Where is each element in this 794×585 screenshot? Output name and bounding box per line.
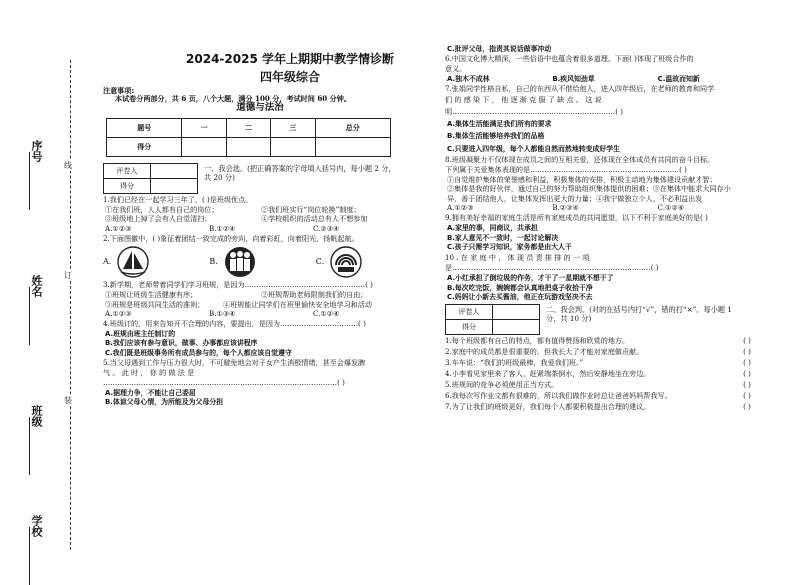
score-cell[interactable] bbox=[182, 138, 226, 157]
people-emblem-icon bbox=[222, 245, 258, 279]
part1-heading: 一、我会选。(把正确答案的字母填入括号内，每小题 2 分， bbox=[204, 164, 396, 174]
q8-opt-line1: ①自觉维护集体的荣誉感和利益，积极集体的安排，积极主动地为集体建设贡献才智； bbox=[447, 174, 717, 184]
q6-choice-b[interactable]: B.疾风知劲草 bbox=[552, 74, 595, 83]
tf-item bbox=[445, 359, 763, 368]
q3-choice-c[interactable]: C.①②④ bbox=[313, 309, 340, 319]
tf-item bbox=[445, 403, 763, 412]
tf-text: 6.我每次写作业文都有很难的，所以我们做作业时总让爸爸妈妈帮我写。 bbox=[445, 390, 672, 400]
grader-cell[interactable] bbox=[151, 164, 198, 179]
score-header: 题号 bbox=[107, 119, 182, 138]
q8-choice-a[interactable]: A.①②③ bbox=[447, 203, 474, 213]
tf-item bbox=[445, 392, 763, 401]
q4-choice-b[interactable]: B.我们应该有参与意识，做事、办事都应该讲程序 bbox=[105, 339, 258, 348]
q1-choice-b[interactable]: B.①②④ bbox=[209, 223, 236, 233]
tf-item bbox=[445, 337, 763, 346]
question-10: 10 . 在 家 庭 中 ， 体 现 员 责 排 排 的 一 项 bbox=[445, 253, 590, 263]
q6-choices bbox=[447, 75, 763, 83]
tf-answer-paren[interactable]: ( ) bbox=[743, 380, 751, 390]
seat-field[interactable]: 序号 bbox=[28, 140, 44, 162]
part2-heading: 二、我会判。(对的在括号内打“√”，错的打“×”。每小题 1 bbox=[546, 305, 732, 315]
tf-answer-paren[interactable]: ( ) bbox=[743, 347, 751, 357]
q1-options bbox=[105, 206, 417, 215]
q2-emblems bbox=[103, 245, 417, 279]
q7-choice-b[interactable]: B.集体生活能够培养我们的品格 bbox=[447, 132, 545, 141]
q3-opt4: ④班规能让同学们在班里愉快安全地学习和活动 bbox=[223, 299, 372, 309]
score-header: 二 bbox=[226, 119, 270, 138]
question-5-line2: 气 。 此 时 ， 你 的 做 法 是 bbox=[103, 367, 195, 377]
part1-header bbox=[103, 163, 417, 194]
score-cell[interactable] bbox=[271, 138, 315, 157]
q10-choice-c[interactable]: C.妈妈让小新去买酱油，他正在玩游戏坚决不去 bbox=[447, 292, 593, 301]
score-header: 一 bbox=[182, 119, 226, 138]
q7-choice-a[interactable]: A.集体生活能满足我们所有的要求 bbox=[447, 120, 552, 129]
q1-opt2: ②我们班实行“岗位轮换”制度； bbox=[261, 204, 361, 214]
q5-choice-c[interactable]: C.批评父母，指责其说话做事冲动 bbox=[447, 45, 552, 53]
name-field[interactable]: 姓名 bbox=[28, 275, 44, 297]
q1-options-2 bbox=[105, 215, 417, 224]
score-cell[interactable] bbox=[151, 179, 198, 194]
score-cell[interactable] bbox=[315, 138, 390, 157]
q6-choice-a[interactable]: A.独木不成林 bbox=[447, 74, 490, 83]
q9-choice-c[interactable]: C.孩子只需学习知识，家务都是由大人干 bbox=[447, 242, 572, 251]
tf-item bbox=[445, 370, 763, 379]
q8-choice-b[interactable]: B.②③④ bbox=[552, 203, 579, 213]
q8-opt-line3: 异，善于团结他人，让集体发挥出更大的力量；④我宁做独立个人，不必利益出发 bbox=[447, 193, 703, 203]
left-column bbox=[103, 52, 417, 407]
score-cell[interactable] bbox=[493, 320, 540, 335]
tf-text: 2.家庭中的成员都是很重要的，但我长大了才能对家庭做贡献。 bbox=[445, 347, 644, 357]
question-3: 3.新学期，老师带着同学们学习班规，是因为……………………………………………( ) bbox=[103, 280, 373, 290]
q8-opt-line2: ②集体是我的好伙伴，通过自己的努力帮助组织集体提供的困难；③在集体中能求大同存小 bbox=[447, 184, 731, 194]
q3-options bbox=[105, 291, 417, 300]
q1-choice-c[interactable]: C.②③④ bbox=[313, 223, 340, 233]
score-header: 总分 bbox=[315, 119, 390, 138]
q1-choices bbox=[105, 225, 417, 234]
question-6: 6.中国文化博大精深，一些俗语中也蕴含着很多道理。下面( )体现了班级合作的 bbox=[445, 53, 694, 63]
score-header: 三 bbox=[271, 119, 315, 138]
question-4: 4.班级订的，用来告知开不合理的内容，要提出，是因为……………………………( ) bbox=[103, 319, 366, 329]
question-8-line2: 下列属于关爱集体表现的是………………………………………………………( ) bbox=[445, 164, 687, 174]
q2-choice-c[interactable]: C. bbox=[315, 257, 325, 267]
q5-choice-b[interactable]: B.体谅父母心情，为所能及为父母分担 bbox=[105, 397, 224, 406]
question-2: 2.下面图徽中，( )象征着团结一致完成的旁向，向着彩虹，向着阳光，扬帆起航。 bbox=[103, 233, 359, 243]
q1-opt3: ③班级地上掉了会有人自觉清扫； bbox=[105, 214, 212, 224]
tf-answer-paren[interactable]: ( ) bbox=[743, 401, 751, 411]
q4-choice-c[interactable]: C.我们既是班级事务所有成员参与的，每个人都应该自觉遵守 bbox=[105, 348, 292, 357]
class-field[interactable]: 班级 bbox=[28, 405, 44, 427]
exam-subtitle: 四年级综合 bbox=[259, 70, 320, 85]
q3-opt1: ①班规让班级生活健康有序； bbox=[105, 290, 198, 300]
tf-item bbox=[445, 348, 763, 357]
grader-label: 评卷人 bbox=[446, 305, 493, 320]
q5-choice-a[interactable]: A.据理力争，不能让自己委屈 bbox=[105, 388, 196, 397]
question-6-line2: 意义。 bbox=[445, 63, 467, 73]
binding-word-ding: 订 bbox=[64, 271, 72, 280]
binding-word-xian: 线 bbox=[64, 161, 72, 170]
tf-item bbox=[445, 381, 763, 390]
rainbow-emblem-icon bbox=[328, 245, 364, 279]
notes-text: 本试卷分两部分，共 6 页，八个大题，满分 100 分，考试时间 60 分钟。 bbox=[115, 94, 351, 104]
school-field[interactable]: 学校 bbox=[28, 515, 44, 537]
q7-choice-c[interactable]: C.只要进入四年级，每个人都能自然而然地转变成好学生 bbox=[447, 144, 621, 153]
question-7-line3: 明……………………………………………………………( ) bbox=[445, 106, 624, 116]
question-5: 5.当父母遇到工作与压力很大时，不可避免地会对子女产生消极情绪，甚至会爆发脾 bbox=[103, 357, 366, 367]
q8-choices bbox=[447, 204, 763, 213]
tf-answer-paren[interactable]: ( ) bbox=[743, 390, 751, 400]
score-label: 得分 bbox=[104, 179, 151, 194]
question-5-line3: ………………………………………………………………………………………( ) bbox=[103, 377, 345, 387]
tf-answer-paren[interactable]: ( ) bbox=[743, 358, 751, 368]
part2-header bbox=[445, 304, 763, 335]
q1-opt4: ④学校组织的活动总有人不想参加 bbox=[261, 214, 368, 224]
grader-cell[interactable] bbox=[493, 305, 540, 320]
binding-margin bbox=[18, 60, 96, 550]
exam-title: 2024-2025 学年上期期中教学情诊断 bbox=[186, 52, 394, 66]
notes-label: 注意事项: bbox=[103, 85, 135, 95]
tf-text: 4.小李看见家里来了客人，赶紧端茶倒水，然后安静地坐在旁边。 bbox=[445, 369, 651, 379]
q1-choice-a[interactable]: A.①②③ bbox=[105, 223, 132, 233]
q2-choice-b[interactable]: B. bbox=[209, 257, 218, 267]
q8-choice-c[interactable]: C.①②④ bbox=[657, 203, 685, 213]
q6-choice-c[interactable]: C.温故而知新 bbox=[657, 74, 700, 83]
q9-choice-b[interactable]: B.家人意见不一致时，一起讨论解决 bbox=[447, 233, 559, 242]
grader-box bbox=[103, 163, 198, 194]
section-title: 道德与法治 bbox=[236, 101, 284, 113]
tf-text: 1.每个班级都有自己的特点，都有值得赞扬和欣赏的地方。 bbox=[445, 336, 630, 346]
q10-choice-b[interactable]: B.每次吃完饭，婉婉都会认真地把桌子收拾干净 bbox=[447, 283, 593, 292]
q3-options-2 bbox=[105, 301, 417, 310]
q3-choice-a[interactable]: A.①②③ bbox=[105, 309, 132, 319]
binding-word-zhuang: 装 bbox=[64, 396, 72, 405]
score-cell[interactable] bbox=[226, 138, 270, 157]
binding-dashed-line bbox=[70, 60, 71, 550]
q3-choice-b[interactable]: B.①③④ bbox=[209, 309, 236, 319]
tf-text: 3.车车说：“我们的班级最棒，我爱我们班。” bbox=[445, 358, 584, 368]
score-row-label: 得分 bbox=[107, 138, 182, 157]
q3-opt3: ③班规是班级共同生活的准则； bbox=[105, 299, 205, 309]
grader-label: 评卷人 bbox=[104, 164, 151, 179]
q2-choice-a[interactable]: A. bbox=[103, 257, 112, 267]
grader-box-2 bbox=[445, 304, 540, 335]
score-table bbox=[106, 118, 391, 157]
question-8: 8.班级凝聚力不仅体现在成员之间的互相关爱，还体现在全体成员有共同的奋斗目标。 bbox=[445, 154, 715, 164]
q10-choice-a[interactable]: A.小红承担了倒垃圾的作务，才干了一星期就不想干了 bbox=[447, 274, 614, 283]
right-column bbox=[445, 44, 763, 414]
part2-heading-2: 分，共 10 分) bbox=[546, 313, 592, 323]
q4-choice-a[interactable]: A.班规由班主任制订的 bbox=[105, 330, 176, 339]
question-1: 1.我们已经在一起学习三年了，( )是班级优点。 bbox=[103, 194, 253, 204]
q3-choices bbox=[105, 310, 417, 319]
part1-heading-2: 共 20 分) bbox=[204, 172, 235, 182]
question-7: 7.张娟同学性格自私，自己的东西从不借给他人，进入四年级后，在老师的教育和同学 bbox=[445, 83, 715, 93]
tf-answer-paren[interactable]: ( ) bbox=[743, 369, 751, 379]
q3-opt2: ②班规帮助老师限制我们的自由； bbox=[261, 290, 368, 300]
question-7-line2: 们 的 感 染 下 ， 他 逐 渐 克 服 了 缺 点 。 这 说 bbox=[445, 95, 602, 105]
q9-choice-a[interactable]: A.家里的事，同商议，共承担 bbox=[447, 224, 538, 233]
tf-text: 5.班规间的竞争必须使用正当方式。 bbox=[445, 380, 559, 390]
sailboat-emblem-icon bbox=[115, 245, 151, 279]
q1-opt1: ①在我们班，人人都有自己的岗位； bbox=[105, 204, 219, 214]
tf-text: 7.为了让我们的班级更好，我们每个人都要积极提出合理的建议。 bbox=[445, 401, 651, 411]
question-9: 9.拥有美好幸福的家庭生活是所有家庭成员的共同愿望，以下不利于家庭美好的是( ) bbox=[445, 213, 708, 223]
score-label: 得分 bbox=[446, 320, 493, 335]
tf-answer-paren[interactable]: ( ) bbox=[743, 336, 751, 346]
question-10-line2: 是…………………………………………………………………………( ) bbox=[445, 263, 659, 273]
